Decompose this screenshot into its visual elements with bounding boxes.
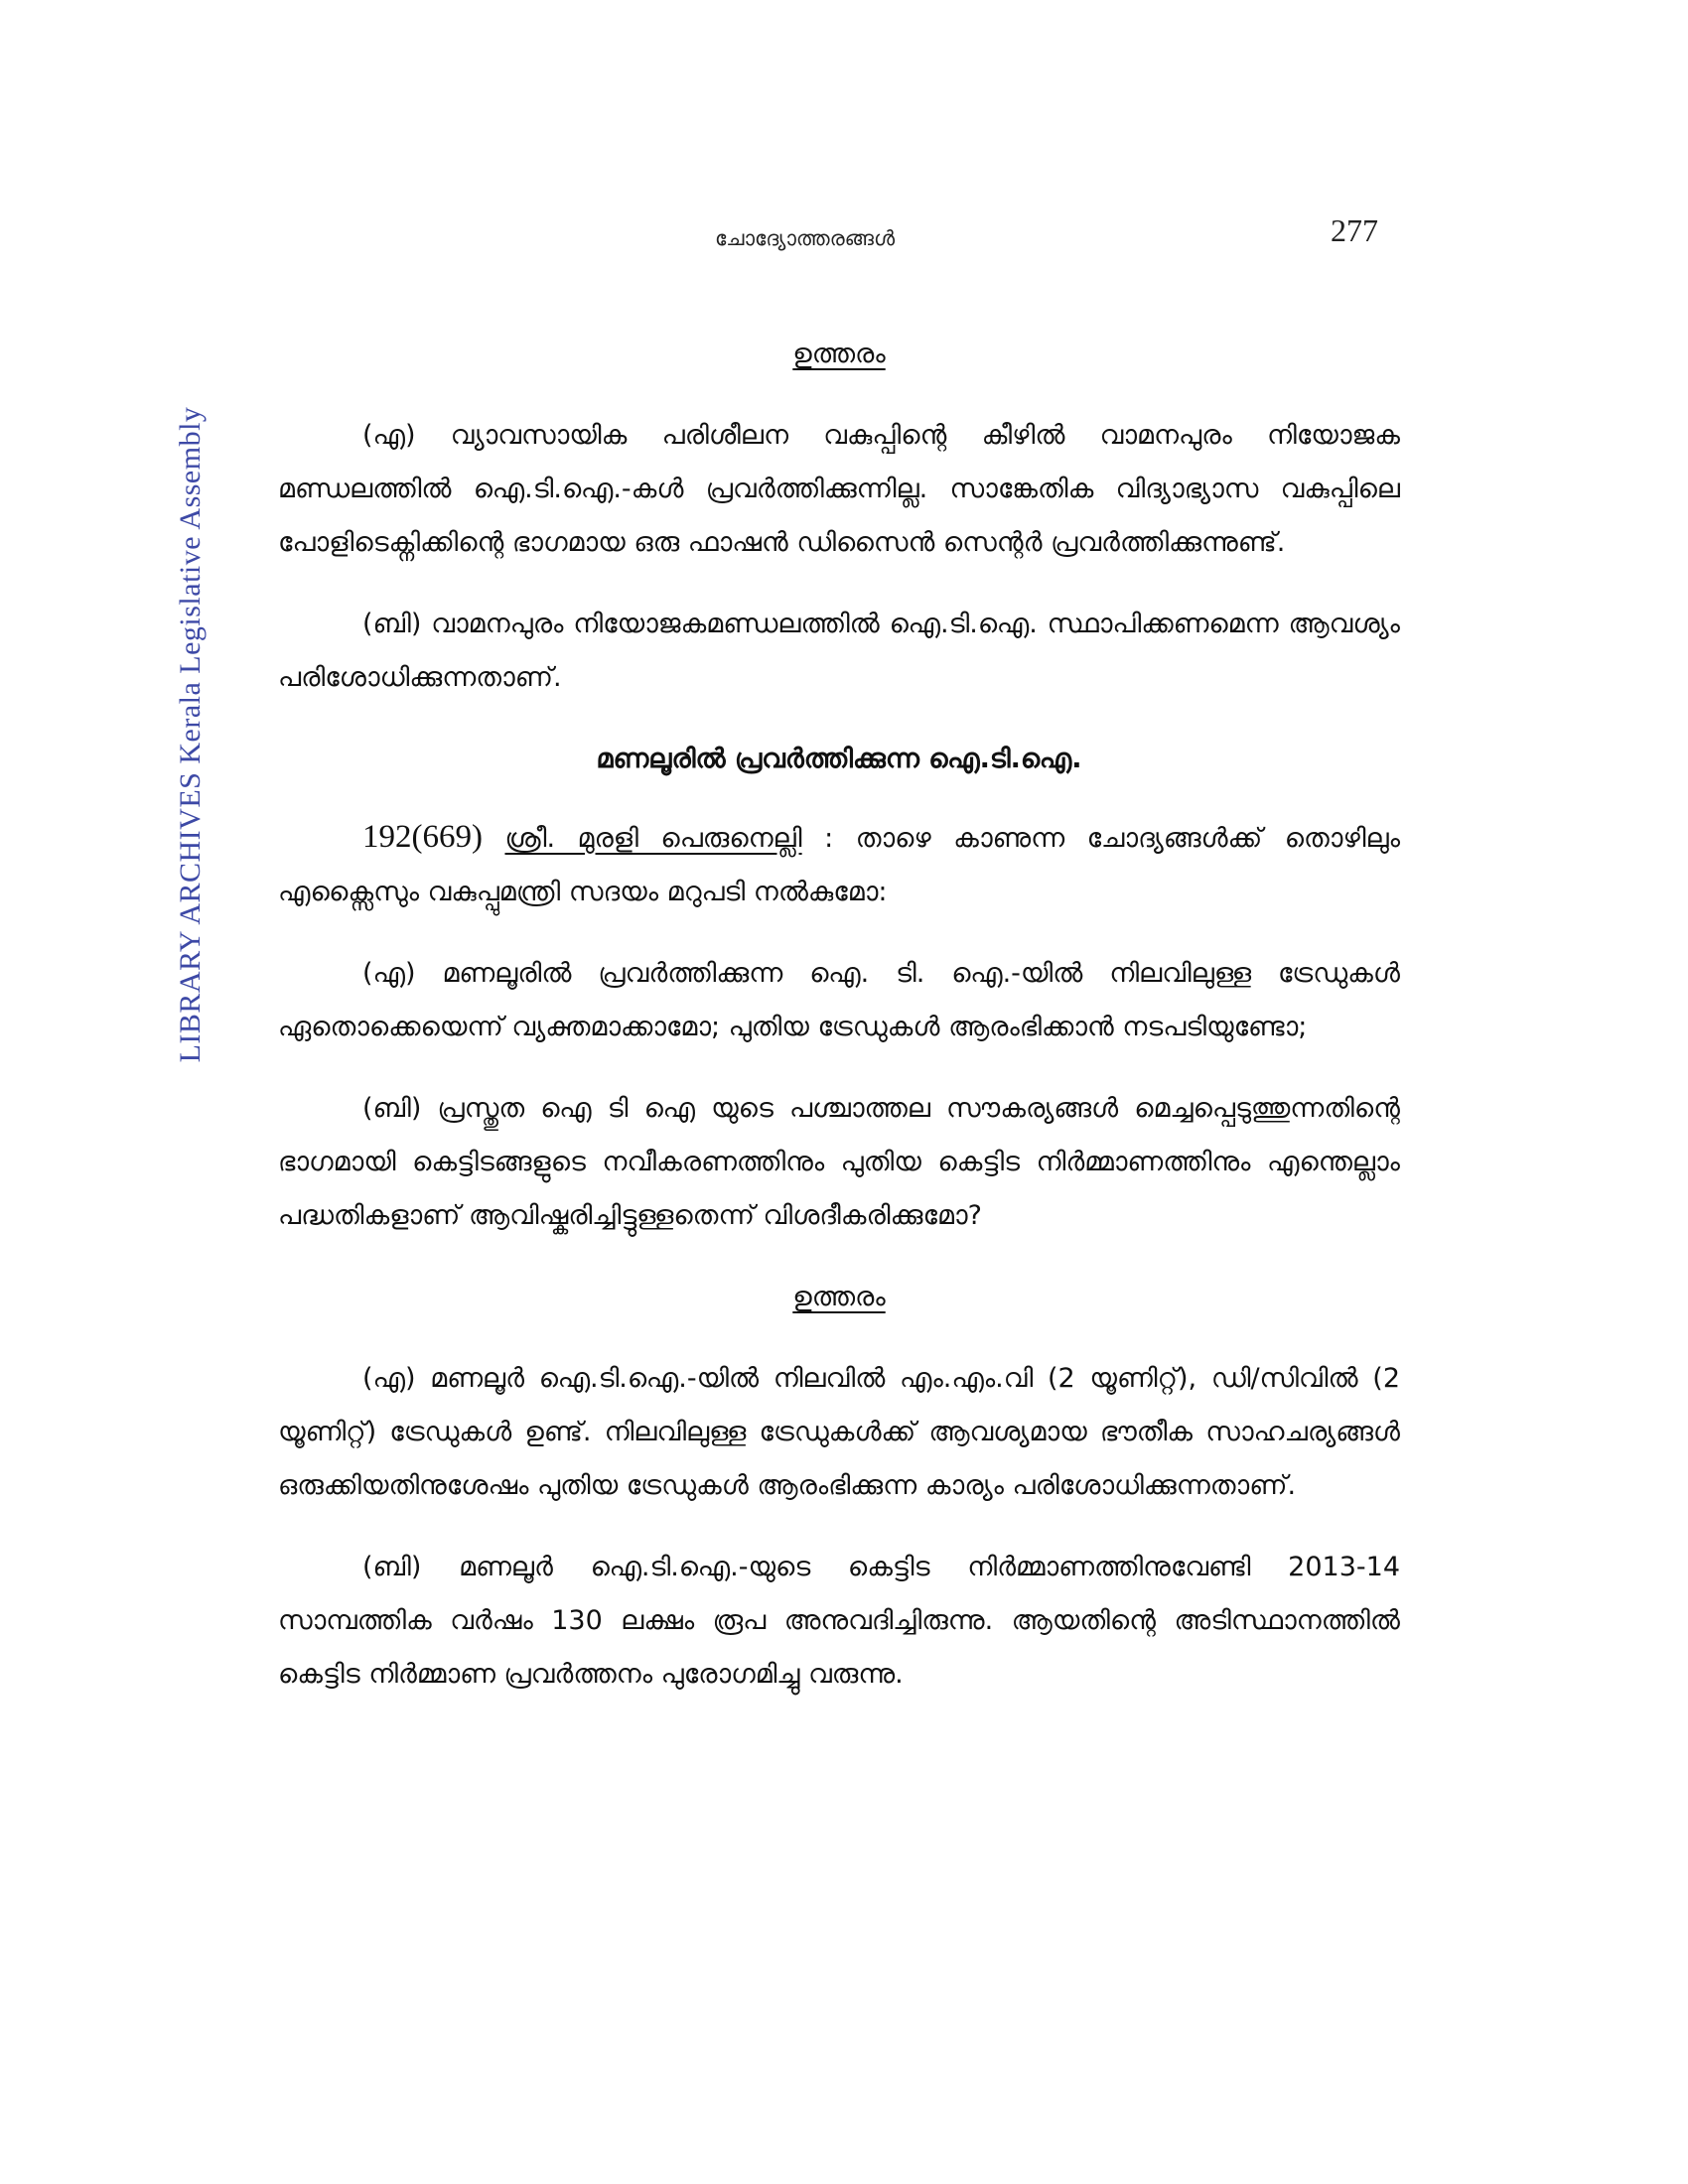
member-name: ശ്രീ. മുരളി പെരുനെല്ലി — [504, 823, 802, 854]
answer-heading: ഉത്തരം — [792, 339, 886, 369]
answer-heading: ഉത്തരം — [792, 1282, 886, 1312]
question-part-a: (എ) മണലൂരിൽ പ്രവർത്തിക്കുന്ന ഐ. ടി. ഐ.-യിൽ നിലവിലുള്ള ട്രേഡുകൾ ഏതൊക്കെയെന്ന് വ്യക്തമാക്കാമോ; പുതിയ ട്രേഡുകൾ ആരംഭിക്കാൻ നടപടിയുണ്ടോ; — [278, 958, 1400, 1042]
page-number: 277 — [1331, 212, 1378, 248]
running-head: ചോദ്യോത്തരങ്ങൾ — [715, 226, 896, 250]
answer-part-a: (എ) വ്യാവസായിക പരിശീലന വകുപ്പിന്റെ കീഴിൽ വാമനപുരം നിയോജക മണ്ഡലത്തിൽ ഐ.ടി.ഐ.-കൾ പ്രവർത്തിക്കുന്നില്ല. സാങ്കേതിക വിദ്യാഭ്യാസ വകുപ്പിലെ പോളിടെക്നിക്കിന്റെ ഭാഗമായ ഒരു ഫാഷൻ ഡിസൈൻ സെന്റർ പ്രവർത്തിക്കുന്നുണ്ട്. — [278, 420, 1400, 558]
question-title: മണലൂരിൽ പ്രവർത്തിക്കുന്ന ഐ.ടി.ഐ. — [596, 744, 1082, 774]
answer-section-1 — [278, 328, 1400, 705]
question-section — [278, 733, 1400, 1243]
question-intro-text: : താഴെ കാണുന്ന ചോദ്യങ്ങൾക്ക് തൊഴിലും എക്സൈസും വകുപ്പുമന്ത്രി സദയം മറുപടി നൽകുമോ: — [278, 823, 1401, 907]
watermark-text: LIBRARY ARCHIVES Kerala Legislative Assembly — [174, 406, 207, 1063]
question-intro — [278, 810, 1400, 919]
answer-section-2 — [278, 1271, 1400, 1702]
answer-part-a: (എ) മണലൂർ ഐ.ടി.ഐ.-യിൽ നിലവിൽ എം.എം.വി (2 യൂണിറ്റ്), ഡി/സിവിൽ (2 യൂണിറ്റ്) ട്രേഡുകൾ ഉണ്ട്. നിലവിലുള്ള ട്രേഡുകൾക്ക് ആവശ്യമായ ഭൗതീക സാഹചര്യങ്ങൾ ഒരുക്കിയതിനുശേഷം പുതിയ ട്രേഡുകൾ ആരംഭിക്കുന്ന കാര്യം പരിശോധിക്കുന്നതാണ്. — [278, 1363, 1400, 1501]
document-body — [278, 328, 1400, 1729]
answer-part-b: (ബി) വാമനപുരം നിയോജകമണ്ഡലത്തിൽ ഐ.ടി.ഐ. സ്ഥാപിക്കണമെന്ന ആവശ്യം പരിശോധിക്കുന്നതാണ്. — [278, 609, 1400, 693]
question-part-b: (ബി) പ്രസ്തുത ഐ ടി ഐ യുടെ പശ്ചാത്തല സൗകര്യങ്ങൾ മെച്ചപ്പെടുത്തുന്നതിന്റെ ഭാഗമായി കെട്ടിടങ്ങളുടെ നവീകരണത്തിനും പുതിയ കെട്ടിട നിർമ്മാണത്തിനും എന്തെല്ലാം പദ്ധതികളാണ് ആവിഷ്കരിച്ചിട്ടുള്ളതെന്ന് വിശദീകരിക്കുമോ? — [278, 1093, 1400, 1231]
answer-part-b: (ബി) മണലൂർ ഐ.ടി.ഐ.-യുടെ കെട്ടിട നിർമ്മാണത്തിനുവേണ്ടി 2013-14 സാമ്പത്തിക വർഷം 130 ലക്ഷം രൂപ അനുവദിച്ചിരുന്നു. ആയതിന്റെ അടിസ്ഥാനത്തിൽ കെട്ടിട നിർമ്മാണ പ്രവർത്തനം പുരോഗമിച്ചു വരുന്നു. — [278, 1552, 1400, 1690]
question-number: 192(669) — [362, 819, 483, 855]
